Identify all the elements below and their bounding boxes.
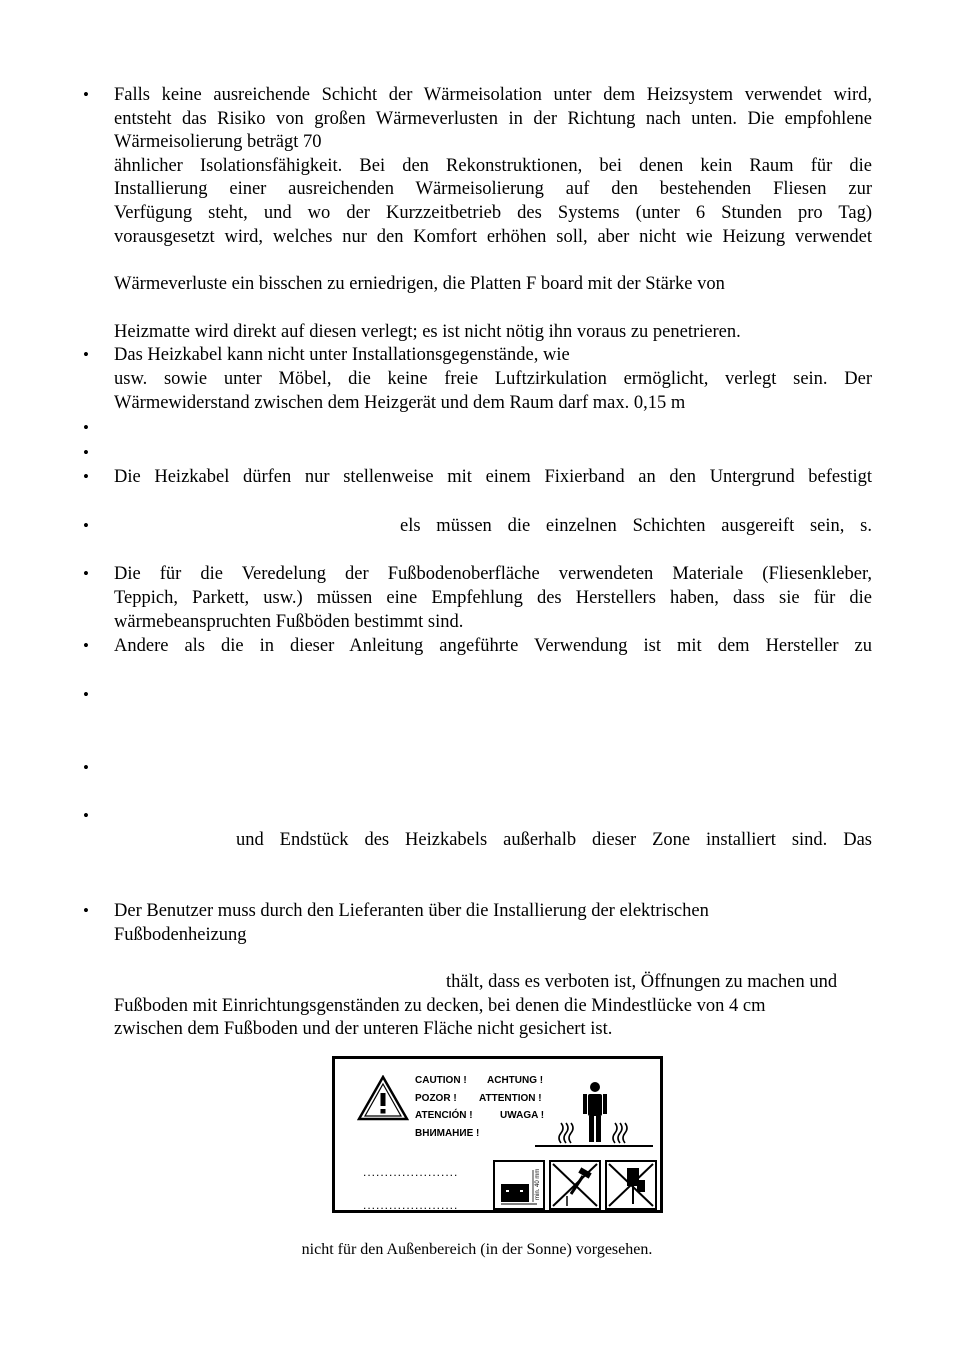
paragraph-line: usw. sowie unter Möbel, die keine freie Luftzirkulation ermöglicht, verlegt sein. Der [114, 369, 872, 389]
paragraph-line: Der Benutzer muss durch den Lieferanten über die Installierung der elektrischen [114, 901, 709, 921]
paragraph-line: Installierung einer ausreichenden Wärmeisolierung auf den bestehenden Fliesen zur [114, 179, 872, 199]
no-nailing-icon [549, 1160, 601, 1210]
paragraph-line: zwischen dem Fußboden und der unteren Fläche nicht gesichert ist. [114, 1019, 613, 1039]
paragraph-line: ähnlicher Isolationsfähigkeit. Bei den Rekonstruktionen, bei denen kein Raum für die [114, 156, 872, 176]
paragraph-line: vorausgesetzt wird, welches nur den Komfort erhöhen soll, aber nicht wie Heizung verwendet [114, 227, 872, 247]
warning-label [332, 1056, 663, 1213]
paragraph-line: wärmebeanspruchten Fußböden bestimmt sind. [114, 612, 464, 632]
paragraph-line: els müssen die einzelnen Schichten ausgereift sein, s. [400, 516, 872, 536]
caution-pl: UWAGA ! [500, 1110, 545, 1121]
caution-en: CAUTION ! [415, 1075, 467, 1086]
placeholder-dots-1: ...................... [363, 1165, 459, 1179]
caution-es: ATENCIÓN ! [415, 1110, 473, 1121]
paragraph-line: Falls keine ausreichende Schicht der Wärmeisolation unter dem Heizsystem verwendet wird, [114, 85, 872, 105]
bullet-11: • [83, 806, 89, 825]
bullet-6: • [83, 516, 89, 535]
no-drilling-icon [605, 1160, 657, 1210]
floor-line [535, 1145, 653, 1147]
paragraph-line: Die für die Veredelung der Fußbodenoberfläche verwendeten Materiale (Fliesenkleber, [114, 564, 872, 584]
bullet-3: • [83, 418, 89, 437]
paragraph-line: Andere als die in dieser Anleitung angeführte Verwendung ist mit dem Hersteller zu [114, 636, 872, 656]
warning-triangle-icon [357, 1075, 409, 1121]
paragraph-line: Die Heizkabel dürfen nur stellenweise mit einem Fixierband an den Untergrund befestigt [114, 467, 872, 487]
bullet-9: • [83, 685, 89, 704]
paragraph-line: Das Heizkabel kann nicht unter Installationsgegenstände, wie [114, 345, 570, 365]
paragraph-line: Teppich, Parkett, usw.) müssen eine Empfehlung des Herstellers haben, dass sie für die [114, 588, 872, 608]
bullet-10: • [83, 758, 89, 777]
bullet-5: • [83, 467, 89, 486]
bullet-4: • [83, 443, 89, 462]
heat-waves-icon [557, 1119, 637, 1145]
bullet-7: • [83, 564, 89, 583]
paragraph-line: Wärmeisolierung beträgt 70 [114, 132, 322, 152]
caution-fr: ATTENTION ! [479, 1093, 542, 1104]
paragraph-line: thält, dass es verboten ist, Öffnungen zu machen und [446, 972, 838, 992]
furniture-clearance-icon [493, 1160, 545, 1210]
caution-de: ACHTUNG ! [487, 1075, 544, 1086]
paragraph-line: Fußbodenheizung [114, 925, 247, 945]
paragraph-line: Fußboden mit Einrichtungsgenständen zu decken, bei denen die Mindestlücke von 4 cm [114, 996, 766, 1016]
bullet-2: • [83, 345, 89, 364]
bullet-1: • [83, 85, 89, 104]
caution-ru: ВНИМАНИЕ ! [415, 1128, 480, 1139]
paragraph-line: Wärmewiderstand zwischen dem Heizgerät und dem Raum darf max. 0,15 m [114, 393, 686, 413]
bullet-12: • [83, 901, 89, 920]
caution-cz: POZOR ! [415, 1093, 457, 1104]
paragraph-line: entsteht das Risiko von großen Wärmeverlusten in der Richtung nach unten. Die empfohlene [114, 109, 872, 129]
bullet-8: • [83, 636, 89, 655]
paragraph-line: Verfügung steht, und wo der Kurzzeitbetrieb des Systems (unter 6 Stunden pro Tag) [114, 203, 872, 223]
placeholder-dots-2: ...................... [363, 1198, 459, 1212]
caption: nicht für den Außenbereich (in der Sonne) vorgesehen. [301, 1241, 653, 1258]
paragraph-line: Wärmeverluste ein bisschen zu erniedrigen, die Platten F board mit der Stärke von [114, 274, 725, 294]
paragraph-line: und Endstück des Heizkabels außerhalb dieser Zone installiert sind. Das [236, 830, 872, 850]
clearance-label: min. 40 mm [535, 1168, 541, 1200]
paragraph-line: Heizmatte wird direkt auf diesen verlegt; es ist nicht nötig ihn voraus zu penetrieren. [114, 322, 741, 342]
